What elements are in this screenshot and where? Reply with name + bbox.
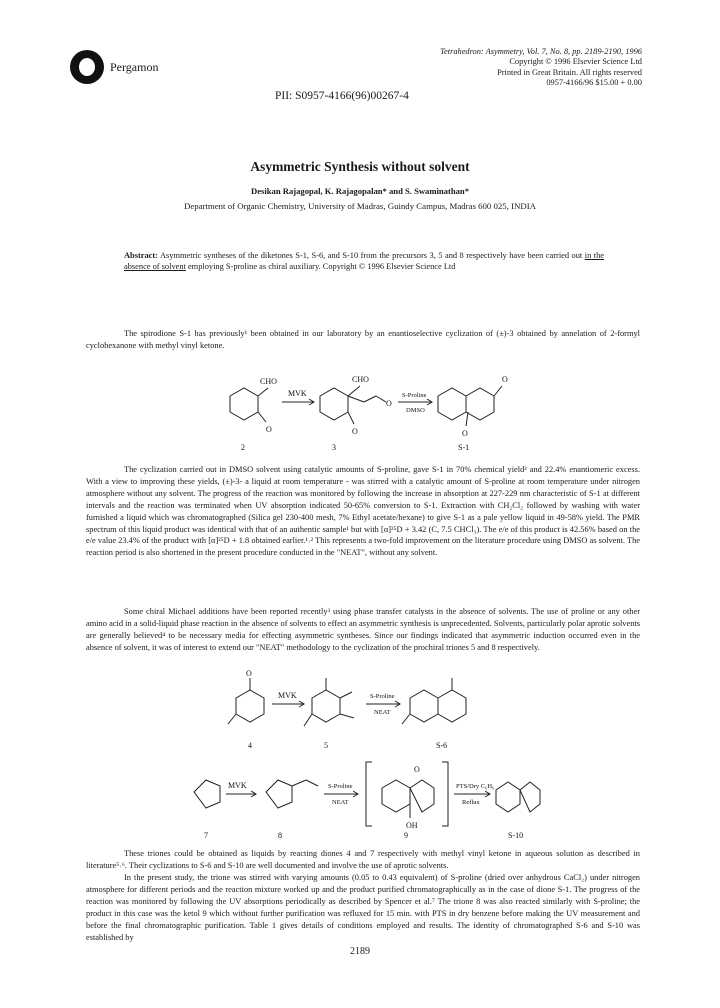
compound-5-ring <box>312 690 340 722</box>
abstract-text-a: Asymmetric syntheses of the diketones S-1, S-6, and S-10 from the precursors 3, 5 and 8 respectively have been carried out <box>157 251 585 260</box>
abstract-underlined: in the absence of solvent <box>124 251 604 272</box>
compound-label-3: 3 <box>332 443 336 452</box>
compound-label-8: 8 <box>278 831 282 840</box>
compound-label-7: 7 <box>204 831 208 840</box>
journal-citation: Tetrahedron: Asymmetry, Vol. 7, No. 8, pp. 2189-2190, 1996 <box>440 47 642 56</box>
paragraph-1: The spirodione S-1 has previously¹ been obtained in our laboratory by an enantioselective cyclization of (±)-3 obtained by annelation of 2-formyl cyclohexanone with methyl vinyl ketone. <box>86 329 640 350</box>
compound-9-ring-a <box>382 780 410 812</box>
paragraph-5: In the present study, the trione was stirred with varying amounts (0.05 to 0.43 equivalent) of S-proline (dried over anhydrous CaCl₂) under nitrogen atmosphere for different periods and the reaction mixture worked up and the product purified chromatographically as in the case of dione S-1. The progress of the reaction was monitored by following the UV absorptions periodically as described by Spencer et al.⁷ The trione 8 was also reacted similarly with S-proline; the product in this case was the ketol 9 which without further purification was refluxed for 15 min. with PTS in dry benzene before making the UV measurement and before the final chromatographic purification. Table 1 gives details of conditions employed and results. The identity of chromatographed S-6 and S-10 was established by <box>86 873 640 942</box>
o-label-3: O <box>352 427 358 436</box>
compound-s6-ring-b <box>438 690 466 722</box>
abstract-text-b: employing S-proline as chiral auxiliary. Copyright © 1996 Elsevier Science Ltd <box>185 262 456 272</box>
compound-s6-ring-a <box>410 690 438 722</box>
reagent-mvk: MVK <box>288 389 307 398</box>
compound-label-2: 2 <box>241 443 245 452</box>
paragraph-2: The cyclization carried out in DMSO solvent using catalytic amounts of S-proline, gave S-1 in 70% chemical yield² and 22.4% enantiomeric excess. With a view to improving these yields, (±)-3- a liquid at room temperature - was stirred with a catalytic amount of S-proline at room temperature under nitrogen atmosphere without any solvent. The progress of the reaction was monitored by following the increase in absorption at 227-229 nm characteristic of S-1 at different intervals and the reaction was terminated when UV absorption indicated 50-65% conversion to S-1. Extraction with CH₂Cl₂ followed by washing with water furnished a liquid which was chromatographed (Silica gel 230-400 mesh, 7% Ethyl acetate/hexane) to give S-1 as a pale yellow liquid in 49-58% yield. The PMR spectrum of this liquid product was identical with that of an authentic sample¹ but with [α]²⁵D + 3.42 (C, 7.5 CHCl₃). The e/e of this product is 42.56% based on the e/e value 23.4% of the product with [α]²⁵D + 1.8 obtained earlier.¹˒² This represents a two-fold improvement on the literature procedure using DMSO as solvent. The reaction period is also shortened in the present procedure conducted in the "NEAT", without any solvent. <box>86 465 640 558</box>
o-label-5: O <box>462 429 468 438</box>
pii-identifier: PII: S0957-4166(96)00267-4 <box>275 90 409 102</box>
compound-2-ring <box>230 388 258 420</box>
author-list: Desikan Rajagopal, K. Rajagopalan* and S. Swaminathan* <box>251 186 469 196</box>
copyright-line: Copyright © 1996 Elsevier Science Ltd <box>509 57 642 67</box>
reagent-proline-top: S-Proline <box>402 392 427 399</box>
o-label-2: O <box>386 399 392 408</box>
price-line: 0957-4166/96 $15.00 + 0.00 <box>546 78 642 88</box>
compound-label-s6: S-6 <box>436 741 448 750</box>
affiliation: Department of Organic Chemistry, University of Madras, Guindy Campus, Madras 600 025, INDIA <box>183 201 537 211</box>
journal-info <box>322 47 642 89</box>
cho-label-1: CHO <box>260 377 277 386</box>
reagent-reflux: Reflux <box>462 799 480 806</box>
reaction-scheme-1 <box>220 354 520 454</box>
pergamon-logo-icon <box>70 50 104 84</box>
abstract <box>124 250 604 273</box>
compound-4-ring <box>236 690 264 722</box>
compound-8-ring <box>266 780 292 808</box>
o-label-s2a: O <box>246 669 252 678</box>
abstract-label: Abstract: <box>124 251 158 260</box>
reagent-neat-2: NEAT <box>374 709 391 716</box>
reaction-scheme-3 <box>186 752 546 840</box>
paragraph-4: These triones could be obtained as liquids by reacting diones 4 and 7 respectively with methyl vinyl ketone in aqueous solution as described in literature⁵˒⁶. Their cyclizations to S-6 and S-10 are well documented and involve the use of aprotic solvents. <box>86 849 640 870</box>
paragraph-3: Some chiral Michael additions have been reported recently³ using phase transfer catalysts in the absence of solvents. The use of proline or any other amino acid in a solid-liquid phase reaction in the absence of solvents to effect an asymmetric synthesis is unprecedented. Solvents, particularly polar aprotic solvents are generally believed⁴ to be necessary media for effecting asymmetric syntheses. Since our findings indicated that asymmetric induction occurred even in the absence of solvent, it was of interest to extend our "NEAT" methodology to the cyclization of the prochiral triones 5 and 8 respectively. <box>86 607 640 652</box>
reagent-mvk-3: MVK <box>228 781 247 790</box>
reagent-proline-top-3: S-Proline <box>328 783 353 790</box>
compound-s1-ring-b <box>466 388 494 420</box>
o-label-s3: O <box>414 765 420 774</box>
publisher-name: Pergamon <box>110 60 159 74</box>
compound-label-4: 4 <box>248 741 252 750</box>
oh-label: OH <box>406 821 418 830</box>
reagent-mvk-2: MVK <box>278 691 297 700</box>
compound-label-s1: S-1 <box>458 443 470 452</box>
article-title: Asymmetric Synthesis without solvent <box>250 159 470 174</box>
compound-s10-ring-a <box>496 782 520 812</box>
compound-label-5: 5 <box>324 741 328 750</box>
compound-3-ring <box>320 388 348 420</box>
bracket-right <box>442 762 448 826</box>
compound-7-ring <box>194 780 220 808</box>
compound-9-ring-b <box>410 780 434 812</box>
o-label-1: O <box>266 425 272 434</box>
bracket-left <box>366 762 372 826</box>
reagent-pts: PTS/Dry C₆H₆ <box>456 783 495 790</box>
compound-label-9: 9 <box>404 831 408 840</box>
o-label-4: O <box>502 375 508 384</box>
printed-line: Printed in Great Britain. All rights reserved <box>497 67 642 77</box>
compound-s10-ring-b <box>520 782 540 812</box>
page-number: 2189 <box>350 946 370 957</box>
compound-s1-ring-a <box>438 388 466 420</box>
reagent-proline-top-2: S-Proline <box>370 693 395 700</box>
compound-label-s10: S-10 <box>508 831 524 840</box>
reagent-dmso: DMSO <box>406 407 425 414</box>
reaction-scheme-2 <box>226 668 486 754</box>
reagent-neat-3: NEAT <box>332 799 349 806</box>
cho-label-2: CHO <box>352 375 369 384</box>
